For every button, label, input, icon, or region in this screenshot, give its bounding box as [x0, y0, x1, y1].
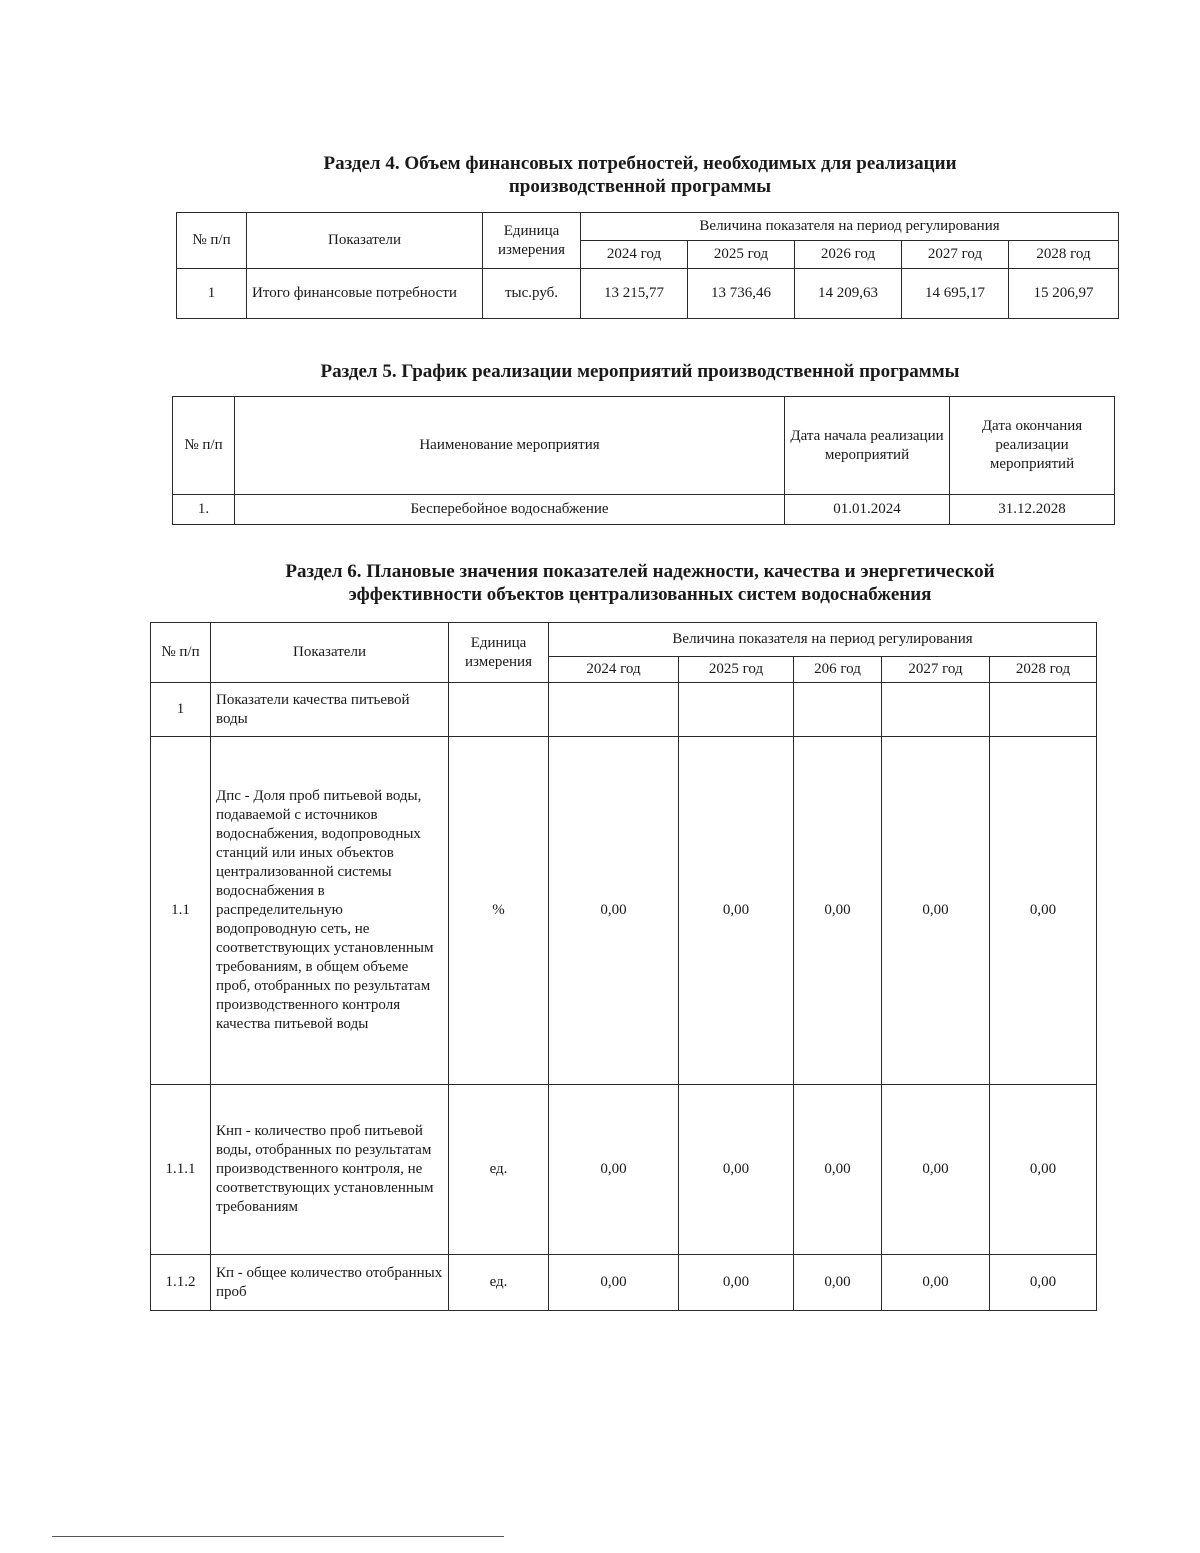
row-value	[882, 683, 990, 737]
section6-year: 206 год	[794, 657, 882, 683]
row-num: 1	[177, 269, 247, 319]
section4-year: 2024 год	[581, 241, 688, 269]
row-num: 1.	[173, 495, 235, 525]
row-value: 13 736,46	[688, 269, 795, 319]
section5-header-num: № п/п	[173, 397, 235, 495]
section4-header-unit: Единица измерения	[483, 213, 581, 269]
row-value	[679, 683, 794, 737]
section6-title-line2: эффективности объектов централизованных систем водоснабжения	[348, 584, 932, 605]
row-name: Дпс - Доля проб питьевой воды, подаваемой с источников водоснабжения, водопроводных станций или иных объектов централизованной системы водоснабжения в распределительную водопроводную сеть, не соответствующих установленным требованиям, в общем объеме проб, отобранных по результатам производственного контроля качества питьевой воды	[211, 737, 449, 1085]
section6-header-unit: Единица измерения	[449, 623, 549, 683]
row-start-date: 01.01.2024	[785, 495, 950, 525]
row-unit	[449, 683, 549, 737]
row-num: 1.1	[151, 737, 211, 1085]
row-num: 1.1.1	[151, 1085, 211, 1255]
row-value: 0,00	[990, 1255, 1097, 1311]
table-row	[151, 1255, 1097, 1311]
row-name: Кп - общее количество отобранных проб	[211, 1255, 449, 1311]
section4-table	[176, 212, 1119, 319]
section4-year: 2028 год	[1009, 241, 1119, 269]
row-value: 15 206,97	[1009, 269, 1119, 319]
row-value	[794, 683, 882, 737]
row-value: 0,00	[549, 1085, 679, 1255]
row-unit: ед.	[449, 1255, 549, 1311]
row-unit: ед.	[449, 1085, 549, 1255]
row-value: 0,00	[549, 1255, 679, 1311]
section5-table	[172, 396, 1115, 525]
row-value: 14 209,63	[795, 269, 902, 319]
row-value: 0,00	[794, 737, 882, 1085]
row-value: 0,00	[990, 1085, 1097, 1255]
section6-title-line1: Раздел 6. Плановые значения показателей надежности, качества и энергетической	[285, 561, 995, 582]
row-num: 1.1.2	[151, 1255, 211, 1311]
table-row	[151, 683, 1097, 737]
row-name: Итого финансовые потребности	[247, 269, 483, 319]
section4-title	[180, 152, 1100, 198]
row-unit: %	[449, 737, 549, 1085]
row-value: 0,00	[549, 737, 679, 1085]
section6-table	[150, 622, 1097, 1311]
section4-title-line2: производственной программы	[508, 176, 772, 197]
row-name: Показатели качества питьевой воды	[211, 683, 449, 737]
footer-divider	[52, 1536, 504, 1537]
section4-year: 2026 год	[795, 241, 902, 269]
table-row	[173, 495, 1115, 525]
row-value: 0,00	[794, 1085, 882, 1255]
row-unit: тыс.руб.	[483, 269, 581, 319]
section6-year: 2028 год	[990, 657, 1097, 683]
row-value: 0,00	[882, 737, 990, 1085]
row-value	[549, 683, 679, 737]
section4-header-num: № п/п	[177, 213, 247, 269]
table-row	[151, 1085, 1097, 1255]
row-value	[990, 683, 1097, 737]
row-value: 0,00	[679, 737, 794, 1085]
row-value: 0,00	[882, 1255, 990, 1311]
section6-header-indicator: Показатели	[211, 623, 449, 683]
section5-header-end: Дата окончания реализации мероприятий	[950, 397, 1115, 495]
section4-year: 2025 год	[688, 241, 795, 269]
row-value: 0,00	[679, 1085, 794, 1255]
row-value: 13 215,77	[581, 269, 688, 319]
section5-header-name: Наименование мероприятия	[235, 397, 785, 495]
row-end-date: 31.12.2028	[950, 495, 1115, 525]
section6-title	[180, 560, 1100, 606]
row-value: 14 695,17	[902, 269, 1009, 319]
section5-header-start: Дата начала реализации мероприятий	[785, 397, 950, 495]
section4-header-value: Величина показателя на период регулирования	[581, 213, 1119, 241]
section6-year: 2025 год	[679, 657, 794, 683]
row-value: 0,00	[679, 1255, 794, 1311]
section4-year: 2027 год	[902, 241, 1009, 269]
section6-year: 2024 год	[549, 657, 679, 683]
section6-header-num: № п/п	[151, 623, 211, 683]
table-row	[151, 737, 1097, 1085]
section6-year: 2027 год	[882, 657, 990, 683]
section4-header-indicator: Показатели	[247, 213, 483, 269]
section5-title: Раздел 5. График реализации мероприятий производственной программы	[320, 361, 960, 382]
row-value: 0,00	[794, 1255, 882, 1311]
row-value: 0,00	[990, 737, 1097, 1085]
table-row	[177, 269, 1119, 319]
row-name: Бесперебойное водоснабжение	[235, 495, 785, 525]
section4-title-line1: Раздел 4. Объем финансовых потребностей, необходимых для реализации	[323, 153, 957, 174]
section6-header-value: Величина показателя на период регулирования	[549, 623, 1097, 657]
row-value: 0,00	[882, 1085, 990, 1255]
row-name: Кнп - количество проб питьевой воды, отобранных по результатам производственного контроля, не соответствующих установленным требованиям	[211, 1085, 449, 1255]
row-num: 1	[151, 683, 211, 737]
